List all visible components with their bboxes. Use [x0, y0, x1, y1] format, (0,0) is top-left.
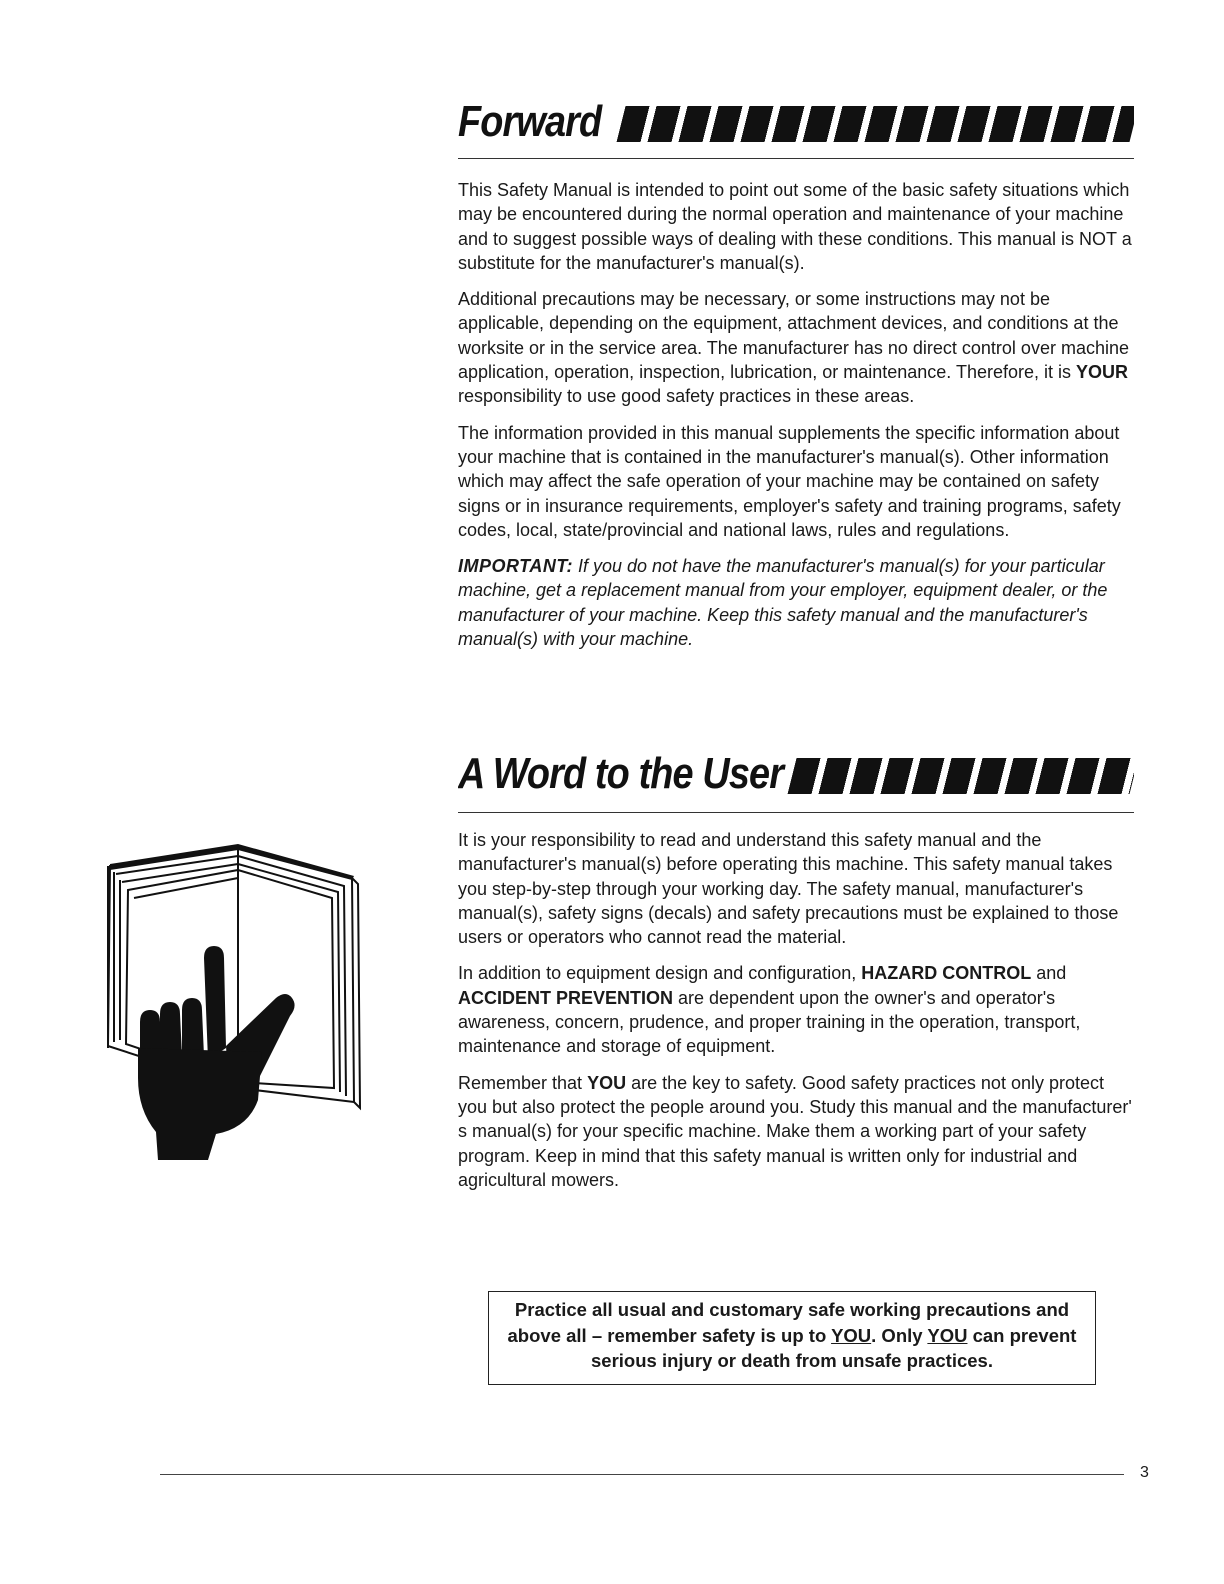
text-run: . Only — [871, 1324, 928, 1346]
page-number: 3 — [1140, 1464, 1149, 1481]
text-run: are the key to safety. Good safety practices not only protect you but also protect the people around you. Study this manual and the manufacturer' s manual(s) for your specific machine. Make them a working part of your safety program. Keep in mind that this safety manual is written only for industrial and agricultural mowers. — [458, 1072, 1132, 1190]
heading-stripes — [788, 758, 1134, 794]
footer-rule — [160, 1474, 1124, 1475]
forward-title: Forward — [458, 97, 602, 144]
underlined-you: YOU — [927, 1324, 968, 1346]
emphasis-you: YOU — [587, 1072, 627, 1093]
word-to-user-section — [458, 828, 1134, 1204]
forward-section — [458, 178, 1134, 663]
user-paragraph-3 — [458, 1071, 1134, 1192]
word-to-user-rule — [458, 812, 1134, 813]
text-run: can prevent serious injury or death from unsafe practices. — [591, 1324, 1077, 1371]
text-run: Practice all usual and customary safe working precautions and above all – remember safety is up to — [507, 1299, 1070, 1346]
text-run: responsibility to use good safety practices in these areas. — [458, 386, 915, 407]
hand-reading-book-icon — [98, 838, 368, 1160]
text-run: Remember that — [458, 1072, 588, 1093]
underlined-you: YOU — [831, 1324, 872, 1346]
text-run: and — [1031, 963, 1067, 984]
forward-paragraph-1: This Safety Manual is intended to point out some of the basic safety situations which may be encountered during the normal operation and maintenance of your machine and to suggest possible ways of dealing with these conditions. This manual is NOT a substitute for the manufacturer's manual(s). — [458, 180, 1132, 273]
user-paragraph-1: It is your responsibility to read and understand this safety manual and the manufacturer's manual(s) before operating this machine. This safety manual takes you step-by-step through your working day. The safety manual, manufacturer's manual(s), safety signs (decals) and safety precautions must be explained to those users or operators who cannot read the material. — [458, 830, 1119, 948]
forward-paragraph-3: The information provided in this manual supplements the specific information about your machine that is contained in the manufacturer's manual(s). Other information which may affect the safe operation of your machine may be contained on safety signs or in insurance requirements, employer's safety and training programs, safety codes, local, state/provincial and national laws, rules and regulations. — [458, 422, 1121, 540]
forward-heading — [458, 96, 1134, 144]
text-run: are dependent upon the owner's and operator's awareness, concern, prudence, and proper training in the operation, transport, maintenance and storage of equipment. — [458, 987, 1081, 1057]
forward-rule — [458, 158, 1134, 159]
heading-stripes — [616, 106, 1134, 142]
important-note — [458, 554, 1134, 651]
important-label: IMPORTANT: — [458, 556, 573, 577]
word-to-user-heading — [458, 746, 1134, 796]
forward-paragraph-2 — [458, 287, 1134, 408]
emphasis-your: YOUR — [1076, 362, 1129, 383]
hand-book-svg — [98, 838, 368, 1160]
text-run: Additional precautions may be necessary, or some instructions may not be applicable, depending on the equipment, attachment devices, and conditions at the worksite or in the service area. The manufacturer has no direct control over machine application, operation, inspection, lubrication, or maintenance. Therefore, it is — [458, 289, 1129, 383]
emphasis-accident-prevention: ACCIDENT PREVENTION — [458, 987, 674, 1008]
text-run: In addition to equipment design and configuration, — [458, 963, 862, 984]
emphasis-hazard-control: HAZARD CONTROL — [861, 963, 1032, 984]
safety-callout-box — [488, 1291, 1096, 1385]
important-text: If you do not have the manufacturer's manual(s) for your particular machine, get a replacement manual from your employer, equipment dealer, or the manufacturer of your machine. Keep this safety manual and the manufacturer's manual(s) with your machine. — [458, 556, 1108, 650]
word-to-user-title: A Word to the User — [458, 749, 784, 796]
user-paragraph-2 — [458, 961, 1134, 1058]
